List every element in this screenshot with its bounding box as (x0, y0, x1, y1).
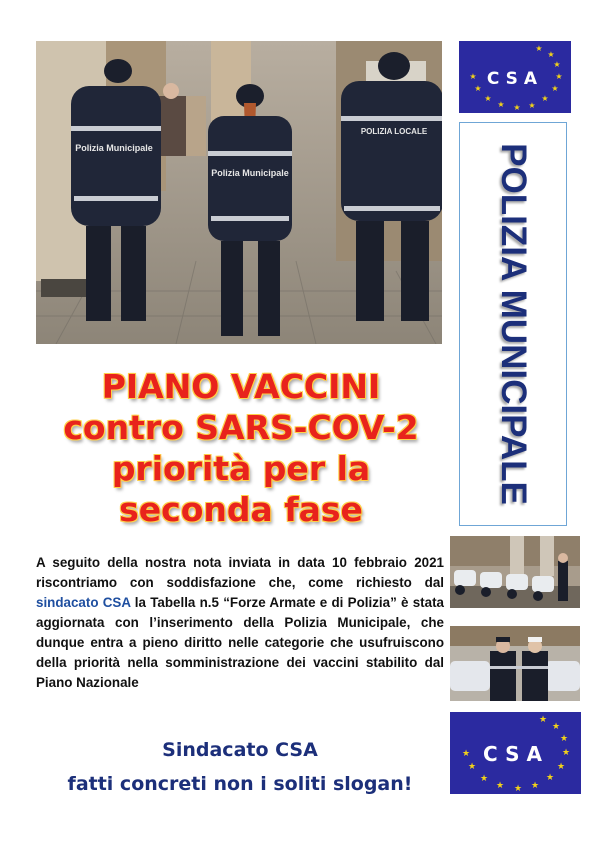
svg-text:★: ★ (559, 734, 569, 744)
csa-logo-top (459, 41, 571, 113)
headline-line-1: PIANO VACCINI (101, 367, 381, 406)
motorcycles-photo (450, 536, 580, 608)
csa-logo-bottom (450, 712, 581, 794)
svg-text:★: ★ (541, 94, 549, 103)
svg-text:★: ★ (555, 72, 563, 81)
body-highlight: sindacato CSA (36, 595, 131, 610)
svg-text:★: ★ (474, 84, 482, 93)
svg-text:★: ★ (479, 774, 489, 784)
csa-logo-graphic (459, 41, 571, 113)
officer-center-label: Polizia Municipale (211, 168, 289, 178)
side-banner-text: POLIZIA MUNICIPALE (494, 143, 533, 505)
side-photo-motorcycles (450, 536, 580, 608)
svg-text:★: ★ (551, 722, 561, 732)
headline-line-4: seconda fase (119, 490, 363, 529)
svg-text:★: ★ (553, 60, 561, 69)
svg-text:★: ★ (528, 101, 536, 110)
signature-slogan: fatti concreti non i soliti slogan! (67, 773, 413, 795)
svg-text:★: ★ (467, 762, 477, 772)
svg-text:★: ★ (497, 100, 505, 109)
officer-right-label: POLIZIA LOCALE (360, 127, 428, 136)
csa-logo-text-bottom: CSA (483, 742, 549, 766)
officers-photo (450, 626, 580, 701)
svg-text:★: ★ (530, 781, 540, 791)
officer-left-label: Polizia Municipale (75, 143, 153, 153)
svg-text:★: ★ (556, 762, 566, 772)
svg-text:★: ★ (545, 773, 555, 783)
svg-text:★: ★ (461, 749, 471, 759)
svg-text:★: ★ (469, 72, 477, 81)
svg-text:★: ★ (547, 50, 555, 59)
side-banner (459, 122, 567, 526)
svg-text:★: ★ (538, 715, 548, 725)
svg-text:★: ★ (561, 748, 571, 758)
svg-text:★: ★ (551, 84, 559, 93)
main-photo (36, 41, 442, 344)
side-photo-officers (450, 626, 580, 701)
officers-street-photo (36, 41, 442, 344)
svg-text:★: ★ (484, 94, 492, 103)
headline-line-2: contro SARS-COV-2 (63, 408, 419, 447)
body-part-1: A seguito della nostra nota inviata in data 10 febbraio 2021 riscontriamo con soddisfazione che, come richiesto dal (36, 555, 444, 590)
svg-text:★: ★ (535, 44, 543, 53)
csa-logo-text: CSA (486, 69, 544, 89)
headline-line-3: priorità per la (111, 449, 371, 488)
body-paragraph (36, 553, 444, 693)
csa-logo-graphic-bottom (450, 712, 581, 794)
svg-text:★: ★ (495, 781, 505, 791)
svg-text:★: ★ (513, 103, 521, 112)
signature-name: Sindacato CSA (162, 739, 318, 761)
svg-text:★: ★ (513, 784, 523, 794)
body-part-2: la Tabella n.5 “Forze Armate e di Polizia” è stata aggiornata con l’inserimento della Polizia Municipale, che dunque entra a pieno diritto nelle categorie che usufruiscono della priorità nella somministrazione dei vaccini stabilito dal Piano Nazionale (36, 595, 444, 690)
headline (36, 366, 446, 530)
